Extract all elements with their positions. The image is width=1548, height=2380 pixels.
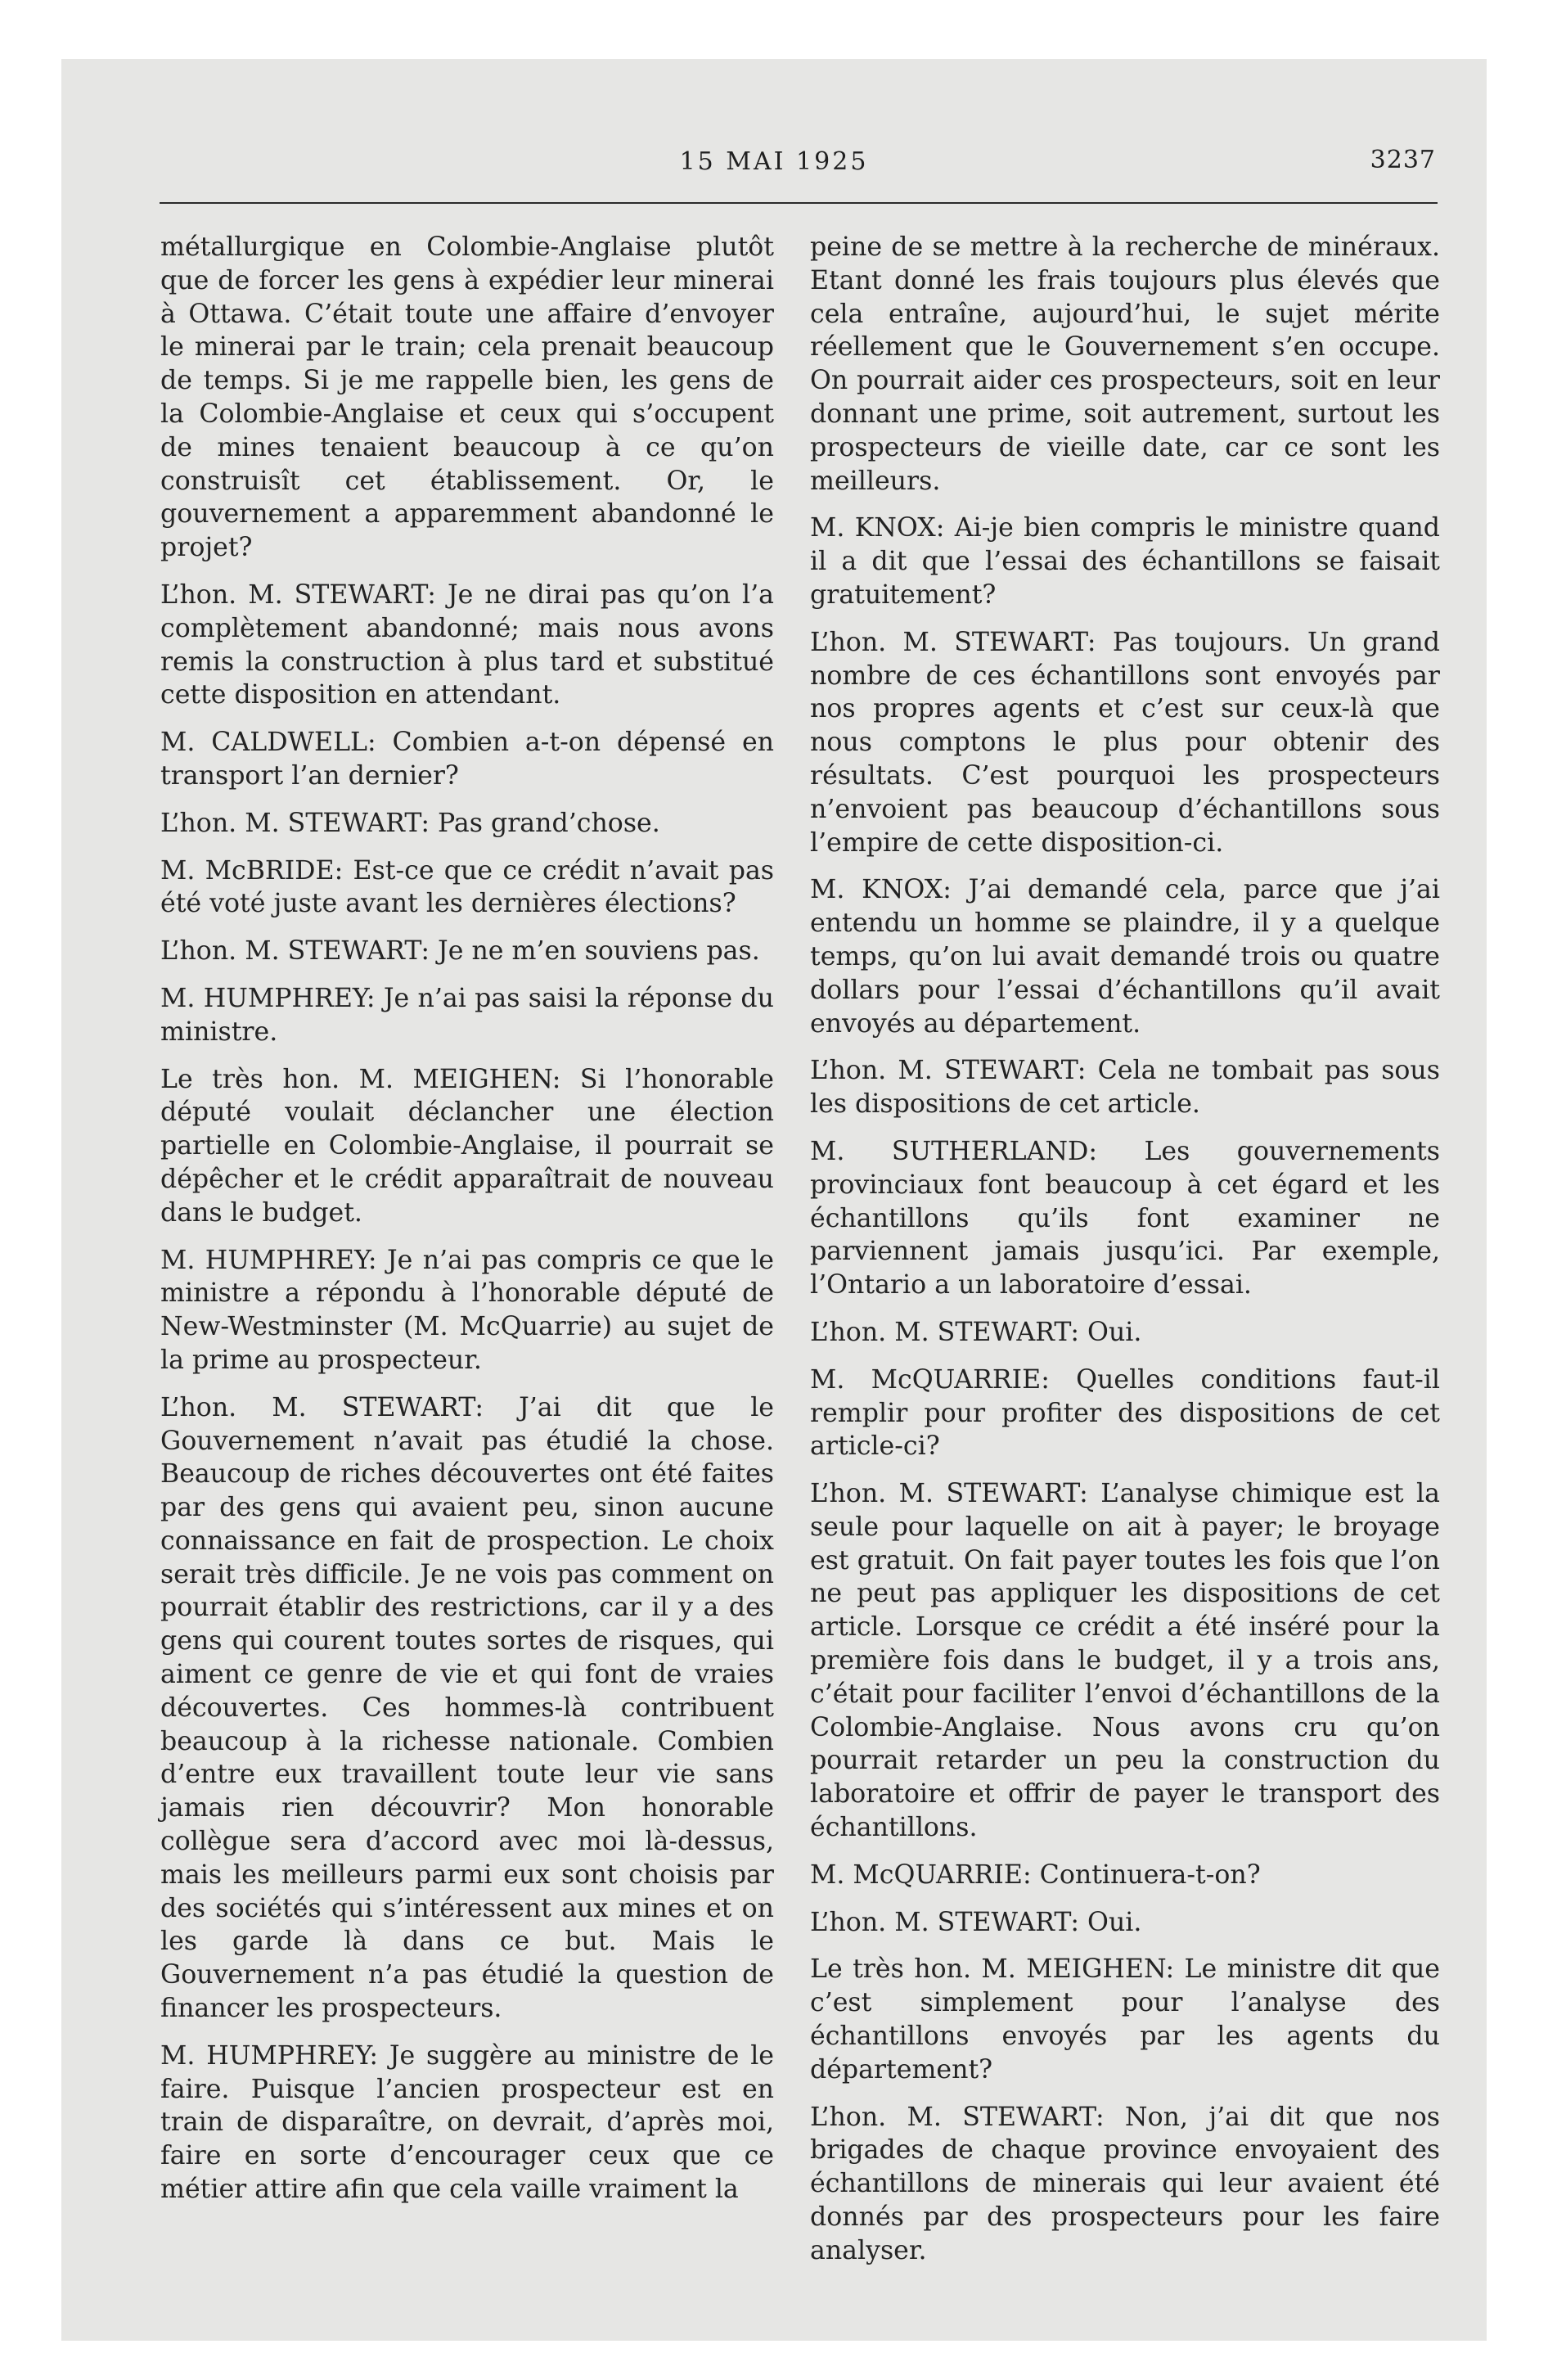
page-number: 3237 <box>1370 146 1436 174</box>
scanned-page <box>61 59 1487 2341</box>
paragraph: L’hon. M. STEWART: L’analyse chimique est la seule pour laquelle on ait à payer; le broyage est gratuit. On fait payer toutes les fois que l’on ne peut pas appliquer les dispositions de cet article. Lorsque ce crédit a été inséré pour la première fois dans le budget, il y a trois ans, c’était pour faciliter l’envoi d’échantillons de la Colombie-Anglaise. Nous avons cru qu’on pourrait retarder un peu la construction du laboratoire et offrir de payer le transport des échantillons. <box>810 1479 1440 1843</box>
paragraph: Le très hon. M. MEIGHEN: Le ministre dit que c’est simplement pour l’analyse des échantillons envoyés par les agents du département? <box>810 1954 1440 2085</box>
paragraph: L’hon. M. STEWART: Cela ne tombait pas sous les dispositions de cet article. <box>810 1056 1440 1120</box>
page-header <box>61 59 1487 198</box>
paragraph: L’hon. M. STEWART: Pas toujours. Un grand nombre de ces échantillons sont envoyés par nos propres agents et c’est sur ceux-là que nous comptons le plus pour obtenir des résultats. C’est pourquoi les prospecteurs n’envoient pas beaucoup d’échantillons sous l’empire de cette disposition-ci. <box>810 627 1440 858</box>
paragraph: L’hon. M. STEWART: Non, j’ai dit que nos brigades de chaque province envoyaient des échantillons de minerais qui leur avaient été donnés par des prospecteurs pour les faire analyser. <box>810 2102 1440 2265</box>
paragraph: M. McQUARRIE: Quelles conditions faut-il remplir pour profiter des dispositions de cet article-ci? <box>810 1364 1440 1462</box>
paragraph: M. HUMPHREY: Je suggère au ministre de le faire. Puisque l’ancien prospecteur est en train de disparaître, on devrait, d’après moi, faire en sorte d’encourager ceux que ce métier attire afin que cela vaille vraiment la <box>160 2040 774 2205</box>
paragraph: M. KNOX: J’ai demandé cela, parce que j’ai entendu un homme se plaindre, il y a quelque temps, qu’on lui avait demandé trois ou quatre dollars pour l’essai d’échantillons qu’il avait envoyés au département. <box>810 875 1440 1039</box>
paragraph: L’hon. M. STEWART: Je ne dirai pas qu’on l’a complètement abandonné; mais nous avons remis la construction à plus tard et substitué cette disposition en attendant. <box>160 579 774 710</box>
paragraph: M. McQUARRIE: Continuera-t-on? <box>810 1859 1261 1890</box>
header-date: 15 MAI 1925 <box>679 147 869 176</box>
paragraph: M. KNOX: Ai-je bien compris le ministre quand il a dit que l’essai des échantillons se faisait gratuitement? <box>810 513 1440 610</box>
paragraph: L’hon. M. STEWART: Oui. <box>810 1317 1142 1347</box>
left-column <box>160 231 774 2220</box>
paragraph: Le très hon. M. MEIGHEN: Si l’honorable député voulait déclancher une élection partielle en Colombie-Anglaise, il pourrait se dépêcher et le crédit apparaîtrait de nouveau dans le budget. <box>160 1064 774 1228</box>
paragraph: M. CALDWELL: Combien a-t-on dépensé en transport l’an dernier? <box>160 728 774 791</box>
paragraph: peine de se mettre à la recherche de minéraux. Etant donné les frais toujours plus élevés que cela entraîne, aujourd’hui, le sujet mérite réellement que le Gouvernement s’en occupe. On pourrait aider ces prospecteurs, soit en leur donnant une prime, soit autrement, surtout les prospecteurs de vieille date, car ce sont les meilleurs. <box>810 232 1440 496</box>
paragraph: L’hon. M. STEWART: Je ne m’en souviens pas. <box>160 936 760 967</box>
paragraph: L’hon. M. STEWART: J’ai dit que le Gouvernement n’avait pas étudié la chose. Beaucoup de riches découvertes ont été faites par des gens qui avaient peu, sinon aucune connaissance en fait de prospection. Le choix serait très difficile. Je ne vois pas comment on pourrait établir des restrictions, car il y a des gens qui courent toutes sortes de risques, qui aiment ce genre de vie et qui font de vraies découvertes. Ces hommes-là contribuent beaucoup à la richesse nationale. Combien d’entre eux travaillent toute leur vie sans jamais rien découvrir? Mon honorable collègue sera d’accord avec moi là-dessus, mais les meilleurs parmi eux sont choisis par des sociétés qui s’intéressent aux mines et on les garde là dans ce but. Mais le Gouvernement n’a pas étudié la question de financer les prospecteurs. <box>160 1392 774 2024</box>
header-rule <box>160 202 1438 204</box>
right-column <box>810 231 1440 2282</box>
paragraph: L’hon. M. STEWART: Oui. <box>810 1907 1142 1937</box>
paragraph: M. SUTHERLAND: Les gouvernements provinciaux font beaucoup à cet égard et les échantillons qu’ils font examiner ne parviennent jamais jusqu’ici. Par exemple, l’Ontario a un laboratoire d’essai. <box>810 1136 1440 1300</box>
paragraph: M. HUMPHREY: Je n’ai pas saisi la réponse du ministre. <box>160 983 774 1047</box>
paragraph: L’hon. M. STEWART: Pas grand’chose. <box>160 808 660 838</box>
paragraph: M. McBRIDE: Est-ce que ce crédit n’avait pas été voté juste avant les dernières élections? <box>160 855 774 919</box>
paragraph: M. HUMPHREY: Je n’ai pas compris ce que le ministre a répondu à l’honorable député de New-Westminster (M. McQuarrie) au sujet de la prime au prospecteur. <box>160 1245 774 1375</box>
paragraph: métallurgique en Colombie-Anglaise plutôt que de forcer les gens à expédier leur minerai à Ottawa. C’était toute une affaire d’envoyer le minerai par le train; cela prenait beaucoup de temps. Si je me rappelle bien, les gens de la Colombie-Anglaise et ceux qui s’occupent de mines tenaient beaucoup à ce qu’on construisît cet établissement. Or, le gouvernement a apparemment abandonné le projet? <box>160 232 774 563</box>
